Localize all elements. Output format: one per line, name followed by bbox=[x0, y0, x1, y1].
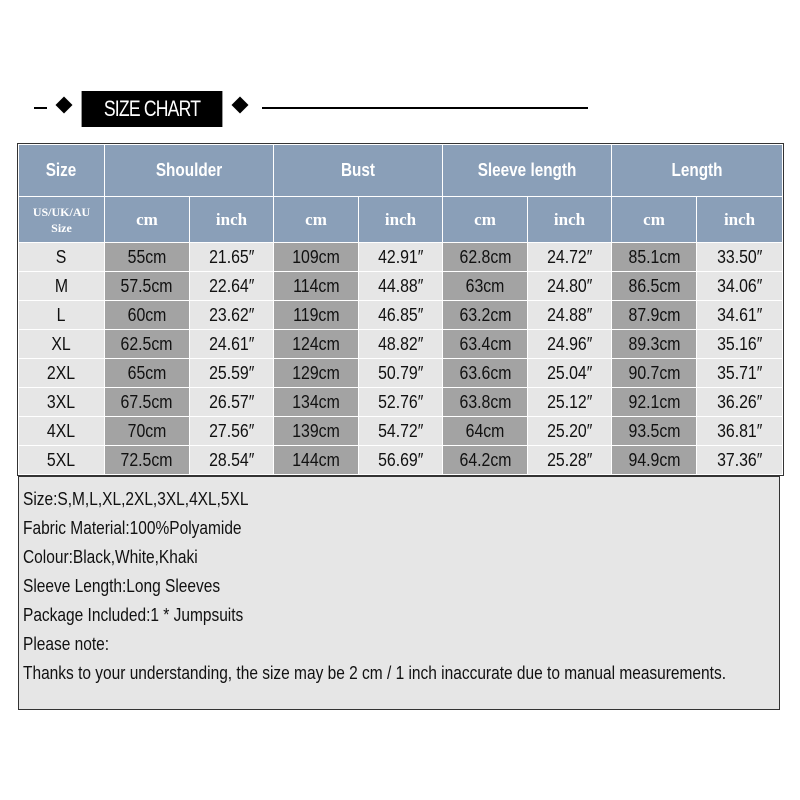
cell-bust-inch: 46.85″ bbox=[359, 301, 443, 330]
cell-shoulder-cm: 65cm bbox=[105, 359, 190, 388]
cell-length-cm: 89.3cm bbox=[612, 330, 697, 359]
cell-size: L bbox=[19, 301, 105, 330]
note-package-included: Package Included:1 * Jumpsuits bbox=[23, 605, 244, 625]
cell-size: 5XL bbox=[19, 446, 105, 475]
cell-length-inch: 36.81″ bbox=[697, 417, 783, 446]
cell-sleeve-inch: 25.04″ bbox=[528, 359, 612, 388]
cell-bust-inch: 44.88″ bbox=[359, 272, 443, 301]
decorative-dash bbox=[34, 107, 47, 109]
cell-length-cm: 92.1cm bbox=[612, 388, 697, 417]
cell-shoulder-inch: 28.54″ bbox=[190, 446, 274, 475]
cell-length-inch: 36.26″ bbox=[697, 388, 783, 417]
cell-length-cm: 90.7cm bbox=[612, 359, 697, 388]
cell-bust-cm: 109cm bbox=[274, 243, 359, 272]
cell-shoulder-inch: 24.61″ bbox=[190, 330, 274, 359]
unit-cm: cm bbox=[105, 197, 190, 243]
cell-shoulder-inch: 22.64″ bbox=[190, 272, 274, 301]
note-please-note: Please note: bbox=[23, 634, 110, 654]
note-colour: Colour:Black,White,Khaki bbox=[23, 547, 198, 567]
cell-bust-cm: 134cm bbox=[274, 388, 359, 417]
table-row bbox=[19, 243, 783, 272]
cell-length-inch: 35.71″ bbox=[697, 359, 783, 388]
cell-length-cm: 94.9cm bbox=[612, 446, 697, 475]
cell-length-inch: 34.61″ bbox=[697, 301, 783, 330]
cell-shoulder-inch: 21.65″ bbox=[190, 243, 274, 272]
cell-bust-inch: 56.69″ bbox=[359, 446, 443, 475]
cell-sleeve-cm: 63.4cm bbox=[443, 330, 528, 359]
cell-length-cm: 93.5cm bbox=[612, 417, 697, 446]
table-row bbox=[19, 388, 783, 417]
unit-inch: inch bbox=[697, 197, 783, 243]
table-group-header-row bbox=[19, 145, 783, 197]
cell-size: XL bbox=[19, 330, 105, 359]
unit-cm: cm bbox=[612, 197, 697, 243]
cell-sleeve-inch: 25.12″ bbox=[528, 388, 612, 417]
table-row bbox=[19, 417, 783, 446]
header-length: Length bbox=[612, 145, 783, 197]
cell-sleeve-cm: 63cm bbox=[443, 272, 528, 301]
decorative-diamond-left bbox=[56, 97, 73, 114]
size-table-body bbox=[19, 243, 783, 475]
cell-sleeve-cm: 63.8cm bbox=[443, 388, 528, 417]
cell-bust-cm: 129cm bbox=[274, 359, 359, 388]
size-region-label: US/UK/AU bbox=[32, 204, 91, 219]
cell-length-inch: 37.36″ bbox=[697, 446, 783, 475]
cell-size: M bbox=[19, 272, 105, 301]
cell-bust-cm: 119cm bbox=[274, 301, 359, 330]
cell-bust-cm: 139cm bbox=[274, 417, 359, 446]
note-sizes: Size:S,M,L,XL,2XL,3XL,4XL,5XL bbox=[23, 489, 249, 509]
cell-bust-cm: 114cm bbox=[274, 272, 359, 301]
unit-cm: cm bbox=[443, 197, 528, 243]
unit-inch: inch bbox=[190, 197, 274, 243]
cell-shoulder-inch: 27.56″ bbox=[190, 417, 274, 446]
cell-shoulder-inch: 26.57″ bbox=[190, 388, 274, 417]
cell-sleeve-inch: 25.20″ bbox=[528, 417, 612, 446]
cell-sleeve-inch: 24.72″ bbox=[528, 243, 612, 272]
cell-length-inch: 34.06″ bbox=[697, 272, 783, 301]
note-fabric-material: Fabric Material:100%Polyamide bbox=[23, 518, 242, 538]
table-row bbox=[19, 330, 783, 359]
cell-sleeve-cm: 63.2cm bbox=[443, 301, 528, 330]
unit-inch: inch bbox=[359, 197, 443, 243]
table-row bbox=[19, 301, 783, 330]
cell-shoulder-cm: 62.5cm bbox=[105, 330, 190, 359]
cell-sleeve-cm: 63.6cm bbox=[443, 359, 528, 388]
table-row bbox=[19, 446, 783, 475]
cell-bust-inch: 54.72″ bbox=[359, 417, 443, 446]
header-size: Size bbox=[19, 145, 105, 197]
header-sleeve-length: Sleeve length bbox=[443, 145, 612, 197]
cell-length-cm: 86.5cm bbox=[612, 272, 697, 301]
cell-size: S bbox=[19, 243, 105, 272]
cell-length-cm: 85.1cm bbox=[612, 243, 697, 272]
unit-inch: inch bbox=[528, 197, 612, 243]
cell-shoulder-cm: 55cm bbox=[105, 243, 190, 272]
cell-sleeve-cm: 62.8cm bbox=[443, 243, 528, 272]
cell-bust-cm: 144cm bbox=[274, 446, 359, 475]
size-chart-title: SIZE CHART bbox=[82, 91, 223, 127]
cell-shoulder-cm: 57.5cm bbox=[105, 272, 190, 301]
cell-sleeve-inch: 25.28″ bbox=[528, 446, 612, 475]
cell-sleeve-inch: 24.88″ bbox=[528, 301, 612, 330]
decorative-diamond-right bbox=[232, 97, 249, 114]
header-size-region bbox=[19, 197, 105, 243]
cell-sleeve-inch: 24.96″ bbox=[528, 330, 612, 359]
cell-shoulder-cm: 72.5cm bbox=[105, 446, 190, 475]
cell-shoulder-cm: 70cm bbox=[105, 417, 190, 446]
cell-sleeve-cm: 64cm bbox=[443, 417, 528, 446]
size-chart-header bbox=[0, 0, 800, 140]
cell-shoulder-inch: 25.59″ bbox=[190, 359, 274, 388]
cell-bust-inch: 48.82″ bbox=[359, 330, 443, 359]
cell-sleeve-inch: 24.80″ bbox=[528, 272, 612, 301]
cell-size: 4XL bbox=[19, 417, 105, 446]
cell-bust-cm: 124cm bbox=[274, 330, 359, 359]
note-sleeve-length: Sleeve Length:Long Sleeves bbox=[23, 576, 221, 596]
header-shoulder: Shoulder bbox=[105, 145, 274, 197]
cell-bust-inch: 52.76″ bbox=[359, 388, 443, 417]
cell-bust-inch: 50.79″ bbox=[359, 359, 443, 388]
cell-sleeve-cm: 64.2cm bbox=[443, 446, 528, 475]
table-unit-header-row bbox=[19, 197, 783, 243]
decorative-rule bbox=[262, 107, 588, 109]
cell-length-cm: 87.9cm bbox=[612, 301, 697, 330]
cell-size: 2XL bbox=[19, 359, 105, 388]
cell-size: 3XL bbox=[19, 388, 105, 417]
header-bust: Bust bbox=[274, 145, 443, 197]
unit-cm: cm bbox=[274, 197, 359, 243]
cell-shoulder-cm: 67.5cm bbox=[105, 388, 190, 417]
cell-bust-inch: 42.91″ bbox=[359, 243, 443, 272]
size-region-sublabel: Size bbox=[51, 220, 72, 235]
cell-length-inch: 33.50″ bbox=[697, 243, 783, 272]
note-measurement-disclaimer: Thanks to your understanding, the size may be 2 cm / 1 inch inaccurate due to manual measurements. bbox=[23, 663, 726, 683]
product-notes bbox=[18, 476, 780, 710]
size-table bbox=[18, 144, 783, 475]
table-row bbox=[19, 359, 783, 388]
cell-shoulder-inch: 23.62″ bbox=[190, 301, 274, 330]
cell-length-inch: 35.16″ bbox=[697, 330, 783, 359]
table-row bbox=[19, 272, 783, 301]
cell-shoulder-cm: 60cm bbox=[105, 301, 190, 330]
